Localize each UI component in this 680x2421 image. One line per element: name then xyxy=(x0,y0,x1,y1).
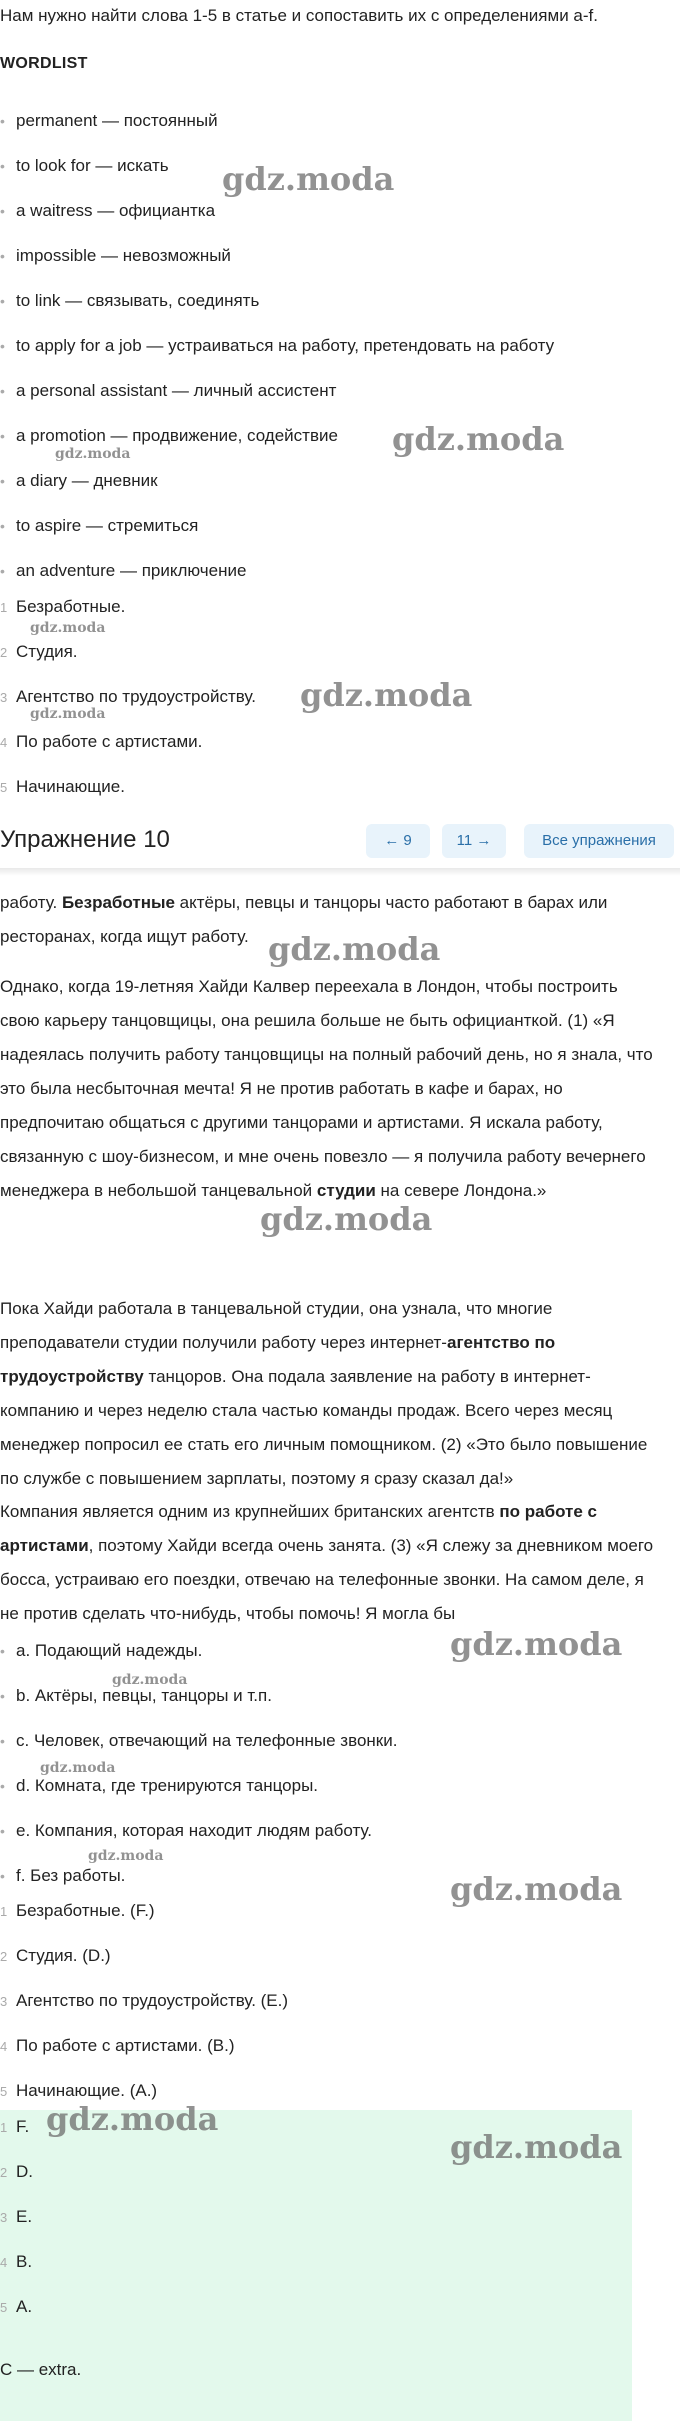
nav-shadow xyxy=(0,868,680,876)
wordlist-item: • to link — связывать, соединять xyxy=(16,290,259,312)
watermark: gdz.moda xyxy=(55,446,131,462)
item-text: Безработные. (F.) xyxy=(16,1901,155,1920)
watermark: gdz.moda xyxy=(260,1200,433,1238)
arrow-right-icon: → xyxy=(476,832,492,849)
item-number: 3 xyxy=(0,2210,8,2225)
answer-item xyxy=(0,2116,30,2138)
item-text: E. xyxy=(16,2207,33,2226)
article-paragraph xyxy=(0,1292,660,1496)
extra-note: C — extra. xyxy=(0,2360,82,2379)
item-number: 1 xyxy=(0,2120,8,2135)
article-paragraph xyxy=(0,1495,660,1631)
next-exercise-button[interactable] xyxy=(442,824,506,858)
match-item xyxy=(0,1990,289,2012)
next-exercise-label: 11 xyxy=(456,832,473,849)
watermark: gdz.moda xyxy=(40,1760,116,1776)
text-span: Компания является одним из крупнейших британских агентств xyxy=(0,1502,500,1521)
definition-item: • a. Подающий надежды. xyxy=(16,1640,202,1662)
wordlist-item: • an adventure — приключение xyxy=(16,560,246,582)
answer-item xyxy=(0,2161,33,2183)
answer-item xyxy=(0,2296,33,2318)
list-item xyxy=(0,776,125,798)
answer-item xyxy=(0,2206,33,2228)
list-item xyxy=(0,731,203,753)
watermark: gdz.moda xyxy=(268,930,441,968)
item-text: По работе с артистами. xyxy=(16,732,203,751)
wordlist-item: • impossible — невозможный xyxy=(16,245,231,267)
watermark: gdz.moda xyxy=(450,1625,623,1663)
item-number: 3 xyxy=(0,690,8,705)
all-exercises-button[interactable]: Все упражнения xyxy=(524,824,674,858)
text-span: танцоров. Она подала заявление на работу в интернет-компанию и через неделю стала частью команды продаж. Всего через месяц менеджер попросил ее стать его личным помощником. (2) «Это было повышение по службе с повышением зарплаты, поэтому я сразу сказал да!» xyxy=(0,1367,648,1488)
watermark: gdz.moda xyxy=(392,420,565,458)
highlighted-word: по работе с артистами xyxy=(0,1502,597,1555)
item-text: F. xyxy=(16,2117,30,2136)
item-number: 5 xyxy=(0,2084,8,2099)
prev-exercise-button[interactable] xyxy=(366,824,430,858)
arrow-left-icon: ← xyxy=(384,832,400,849)
item-number: 1 xyxy=(0,1904,8,1919)
item-number: 5 xyxy=(0,780,8,795)
watermark: gdz.moda xyxy=(46,2100,219,2138)
item-text: A. xyxy=(16,2297,33,2316)
watermark: gdz.moda xyxy=(300,676,473,714)
item-text: B. xyxy=(16,2252,33,2271)
watermark: gdz.moda xyxy=(450,2128,623,2166)
answer-item xyxy=(0,2251,33,2273)
match-item xyxy=(0,2080,158,2102)
answer-box xyxy=(0,2110,632,2421)
item-text: По работе с артистами. (B.) xyxy=(16,2036,235,2055)
intro-text: Нам нужно найти слова 1-5 в статье и сопоставить их с определениями a-f. xyxy=(0,6,598,25)
item-number: 2 xyxy=(0,1949,8,1964)
watermark: gdz.moda xyxy=(112,1672,188,1688)
text-span: актёры, певцы и танцоры часто работают в барах или ресторанах, когда ищут работу. xyxy=(0,893,608,946)
item-text: Студия. xyxy=(16,642,78,661)
wordlist-item: • a personal assistant — личный ассистент xyxy=(16,380,336,402)
list-item xyxy=(0,641,78,663)
definition-item: • d. Комната, где тренируются танцоры. xyxy=(16,1775,318,1797)
article-paragraph xyxy=(0,970,660,1208)
watermark: gdz.moda xyxy=(450,1870,623,1908)
exercise-nav-bar xyxy=(0,820,680,862)
item-number: 5 xyxy=(0,2300,8,2315)
watermark: gdz.moda xyxy=(30,706,106,722)
watermark: gdz.moda xyxy=(30,620,106,636)
wordlist-item: • a waitress — официантка xyxy=(16,200,215,222)
article-paragraph xyxy=(0,886,660,954)
text-span: Однако, когда 19-летняя Хайди Калвер переехала в Лондон, чтобы построить свою карьеру танцовщицы, она решила больше не быть официанткой. (1) «Я надеялась получить работу танцовщицы на полный рабочий день, но я знала, что это была несбыточная мечта! Я не против работать в кафе и барах, но предпочитаю общаться с другими танцорами и артистами. Я искала работу, связанную с шоу-бизнесом, и мне очень повезло — я получила работу вечернего менеджера в небольшой танцевальной xyxy=(0,977,653,1200)
highlighted-word: агентство по трудоустройству xyxy=(0,1333,556,1386)
exercise-title: Упражнение 10 xyxy=(0,826,170,853)
text-span: , поэтому Хайди всегда очень занята. (3) «Я слежу за дневником моего босса, устраиваю его поездки, отвечаю на телефонные звонки. На самом деле, я не против сделать что-нибудь, чтобы помочь! Я могла бы xyxy=(0,1536,654,1623)
item-number: 4 xyxy=(0,2039,8,2054)
highlighted-word: студии xyxy=(316,1181,376,1200)
text-span: на севере Лондона.» xyxy=(375,1181,547,1200)
item-text: Начинающие. xyxy=(16,777,125,796)
highlighted-word: Безработные xyxy=(61,893,175,912)
match-item xyxy=(0,1900,155,1922)
item-number: 2 xyxy=(0,645,8,660)
item-text: Агентство по трудоустройству. (E.) xyxy=(16,1991,289,2010)
item-number: 4 xyxy=(0,2255,8,2270)
wordlist-item: • to apply for a job — устраиваться на работу, претендовать на работу xyxy=(16,335,554,357)
item-text: Агентство по трудоустройству. xyxy=(16,687,256,706)
item-text: Безработные. xyxy=(16,597,126,616)
item-text: Начинающие. (A.) xyxy=(16,2081,158,2100)
wordlist-title: WORDLIST xyxy=(0,55,88,72)
definition-item: • b. Актёры, певцы, танцоры и т.п. xyxy=(16,1685,272,1707)
watermark: gdz.moda xyxy=(88,1848,164,1864)
wordlist-item: • permanent — постоянный xyxy=(16,110,218,132)
text-span: Пока Хайди работала в танцевальной студии, она узнала, что многие преподаватели студии получили работу через интернет- xyxy=(0,1299,553,1352)
prev-exercise-label: 9 xyxy=(403,832,412,849)
item-number: 4 xyxy=(0,735,8,750)
definition-item: • e. Компания, которая находит людям работу. xyxy=(16,1820,372,1842)
definition-item: • c. Человек, отвечающий на телефонные звонки. xyxy=(16,1730,397,1752)
list-item xyxy=(0,596,126,618)
match-item xyxy=(0,1945,111,1967)
wordlist-item: • to look for — искать xyxy=(16,155,169,177)
item-text: Студия. (D.) xyxy=(16,1946,111,1965)
item-text: D. xyxy=(16,2162,33,2181)
match-item xyxy=(0,2035,235,2057)
watermark: gdz.moda xyxy=(222,160,395,198)
wordlist-item: • a promotion — продвижение, содействие xyxy=(16,425,338,447)
item-number: 3 xyxy=(0,1994,8,2009)
text-span: работу. xyxy=(0,893,62,912)
item-number: 2 xyxy=(0,2165,8,2180)
wordlist-item: • to aspire — стремиться xyxy=(16,515,198,537)
item-number: 1 xyxy=(0,600,8,615)
definition-item: • f. Без работы. xyxy=(16,1865,125,1887)
list-item xyxy=(0,686,256,708)
wordlist-item: • a diary — дневник xyxy=(16,470,158,492)
